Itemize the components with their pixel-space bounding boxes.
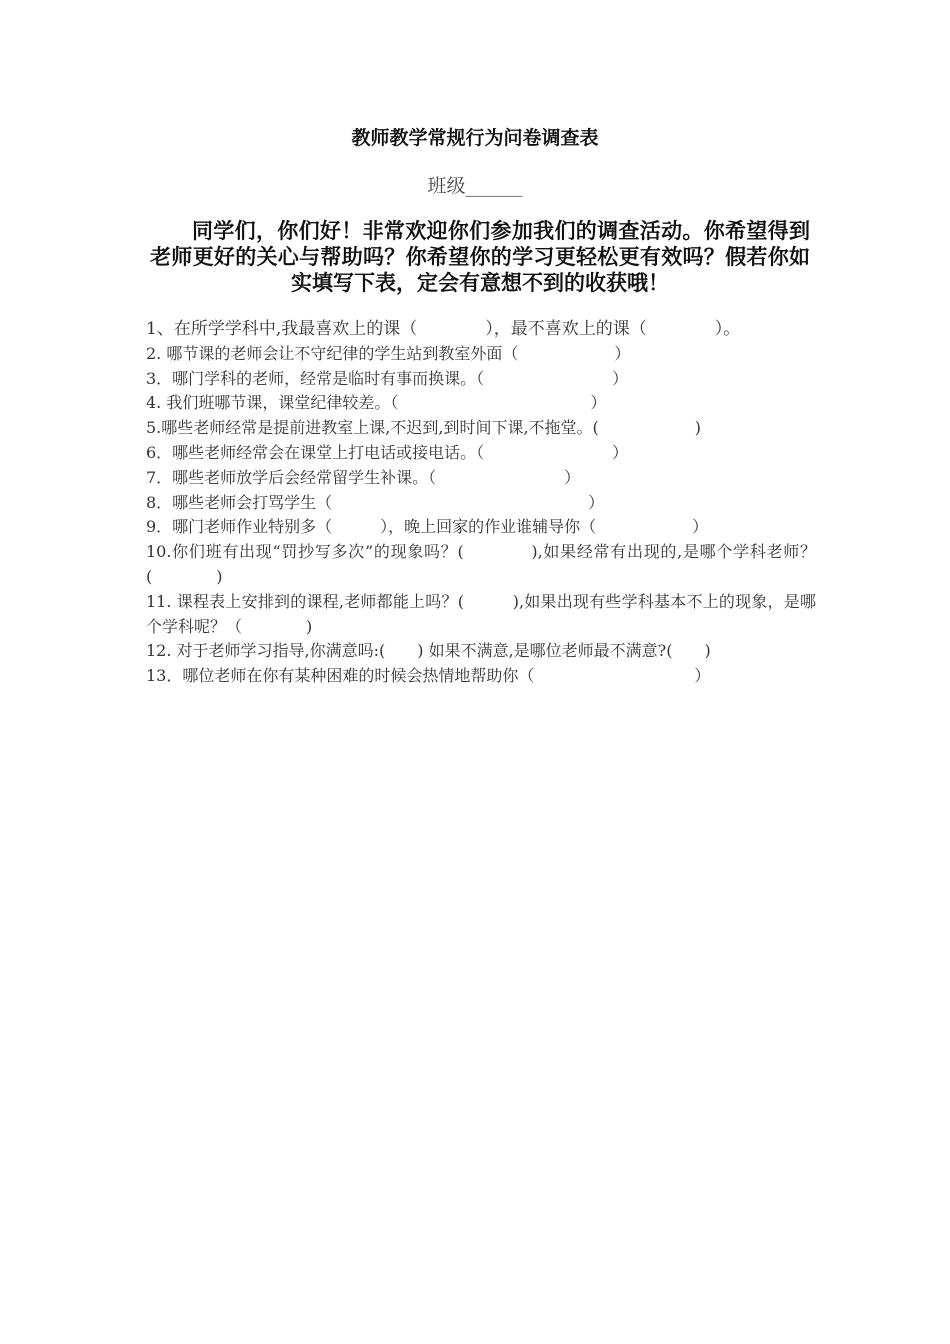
- question-item: 10.你们班有出现“罚抄写多次”的现象吗？( ),如果经常有出现的,是哪个学科老师？ ( ): [146, 542, 833, 586]
- question-item: 7．哪些老师放学后会经常留学生补课。（ ）: [146, 467, 581, 487]
- question-item: 2. 哪节课的老师会让不守纪律的学生站到教室外面（ ）: [146, 343, 631, 363]
- question-item: 6．哪些老师经常会在课堂上打电话或接电话。（ ）: [146, 442, 629, 462]
- question-item: 5.哪些老师经常是提前进教室上课,不迟到,到时间下课,不拖堂。( ): [146, 418, 702, 438]
- question-item: 4. 我们班哪节课，课堂纪律较差。（ ）: [146, 393, 607, 413]
- question-item: 13．哪位老师在你有某种困难的时候会热情地帮助你（ ）: [146, 666, 711, 686]
- intro-paragraph: 同学们，你们好！非常欢迎你们参加我们的调查活动。你希望得到老师更好的关心与帮助吗？你希望你的学习更轻松更有效吗？假若你如实填写下表，定会有意想不到的收获哦！: [150, 218, 810, 295]
- question-item: 12. 对于老师学习指导,你满意吗:( ) 如果不满意,是哪位老师最不满意?( ): [146, 641, 711, 661]
- question-item: 9．哪门老师作业特别多（ ），晚上回家的作业谁辅导你（ ）: [146, 517, 709, 537]
- question-item: 8．哪些老师会打骂学生（ ）: [146, 492, 605, 512]
- question-item: 1、在所学学科中,我最喜欢上的课（ ），最不喜欢上的课（ ）。: [146, 319, 741, 339]
- question-list: [146, 317, 833, 689]
- class-field: 班级______: [427, 175, 523, 197]
- question-item: 3．哪门学科的老师，经常是临时有事而换课。（ ）: [146, 368, 629, 388]
- document-title: 教师教学常规行为问卷调查表: [351, 127, 599, 149]
- question-item: 11. 课程表上安排到的课程,老师都能上吗？( ),如果出现有些学科基本不上的现象，是哪个学科呢？（ ): [146, 591, 816, 636]
